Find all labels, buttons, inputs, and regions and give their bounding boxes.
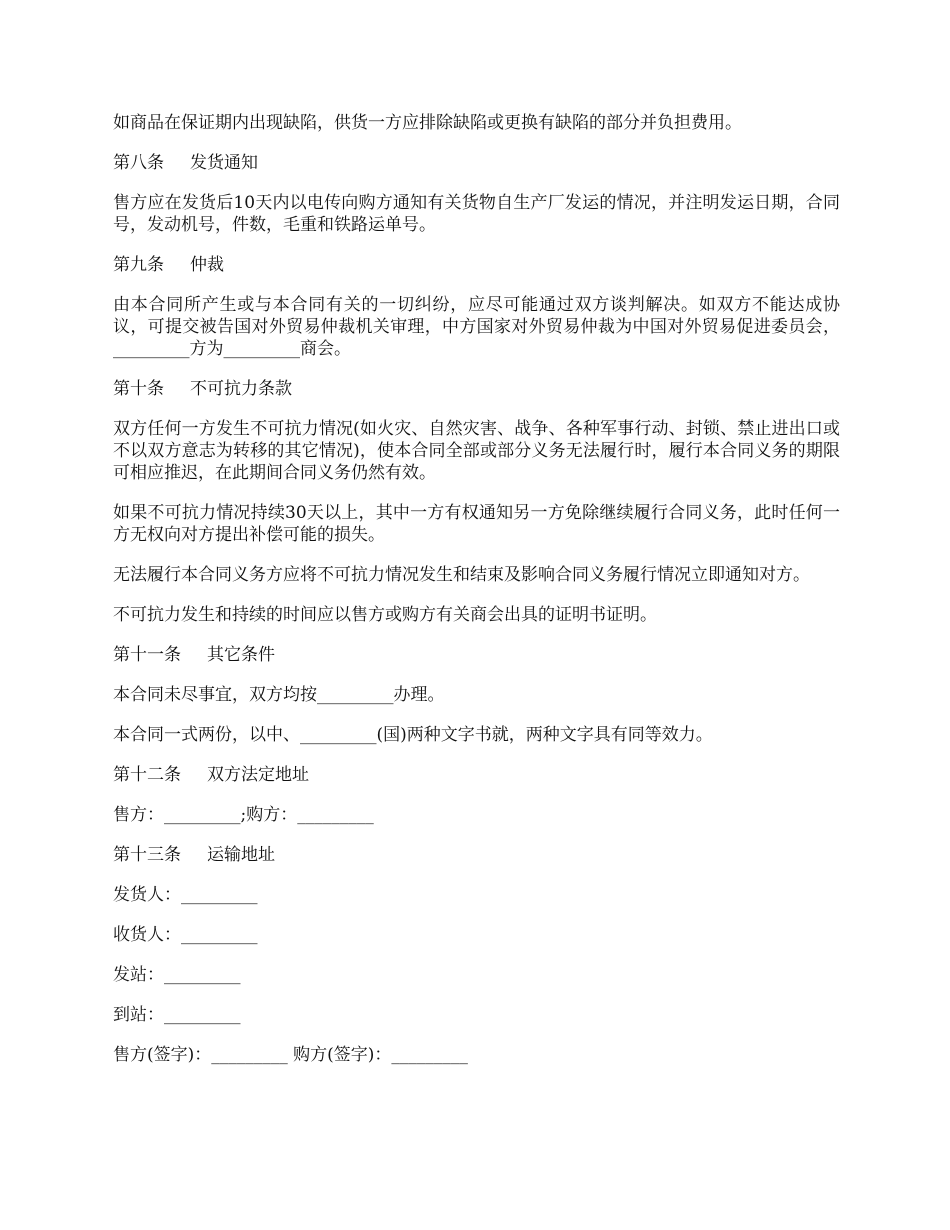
article-title: 仲裁 [190,255,224,275]
paragraph-arbitration: 由本合同所产生或与本合同有关的一切纠纷，应尽可能通过双方谈判解决。如双方不能达成协议，可提交被告国对外贸易仲裁机关审理，中方国家对外贸易仲裁为中国对外贸易促进委员会，_________方为_________商会。 [113,295,840,359]
paragraph-force-majeure-2: 如果不可抗力情况持续30天以上，其中一方有权通知另一方免除继续履行合同义务，此时任何一方无权向对方提出补偿可能的损失。 [113,503,840,545]
paragraph-legal-addresses: 售方：_________;购方：_________ [113,805,374,825]
paragraph-warranty-defects: 如商品在保证期内出现缺陷，供货一方应排除缺陷或更换有缺陷的部分并负担费用。 [113,113,742,133]
paragraph-force-majeure-1: 双方任何一方发生不可抗力情况(如火灾、自然灾害、战争、各种军事行动、封锁、禁止进出口或不以双方意志为转移的其它情况)，使本合同全部或部分义务无法履行时，履行本合同义务的期限可相应推迟，在此期间合同义务仍然有效。 [113,419,840,483]
article-number: 第十一条 [113,645,181,665]
paragraph-other-terms-2: 本合同一式两份，以中、_________(国)两种文字书就，两种文字具有同等效力。 [113,725,713,745]
paragraph-shipping-notice: 售方应在发货后10天内以电传向购方通知有关货物自生产厂发运的情况，并注明发运日期，合同号，发动机号，件数，毛重和铁路运单号。 [113,193,840,235]
article-number: 第八条 [113,153,164,173]
paragraph-force-majeure-4: 不可抗力发生和持续的时间应以售方或购方有关商会出具的证明书证明。 [113,605,657,625]
field-consignee: 收货人：_________ [113,925,258,945]
field-arrival-station: 到站：_________ [113,1005,241,1025]
paragraph-other-terms-1: 本合同未尽事宜，双方均按_________办理。 [113,685,445,705]
heading-article-8 [113,152,840,174]
article-number: 第九条 [113,255,164,275]
article-number: 第十二条 [113,765,181,785]
heading-article-10 [113,378,840,400]
article-title: 双方法定地址 [207,765,309,785]
article-title: 运输地址 [207,845,275,865]
heading-article-11 [113,644,840,666]
field-shipper: 发货人：_________ [113,885,258,905]
field-departure-station: 发站：_________ [113,965,241,985]
article-number: 第十三条 [113,845,181,865]
signature-line: 售方(签字)：_________ 购方(签字)：_________ [113,1045,468,1065]
document-body [113,112,840,1084]
heading-article-12 [113,764,840,786]
heading-article-9 [113,254,840,276]
article-number: 第十条 [113,379,164,399]
paragraph-force-majeure-3: 无法履行本合同义务方应将不可抗力情况发生和结束及影响合同义务履行情况立即通知对方。 [113,565,810,585]
article-title: 不可抗力条款 [190,379,292,399]
article-title: 发货通知 [190,153,258,173]
article-title: 其它条件 [207,645,275,665]
heading-article-13 [113,844,840,866]
